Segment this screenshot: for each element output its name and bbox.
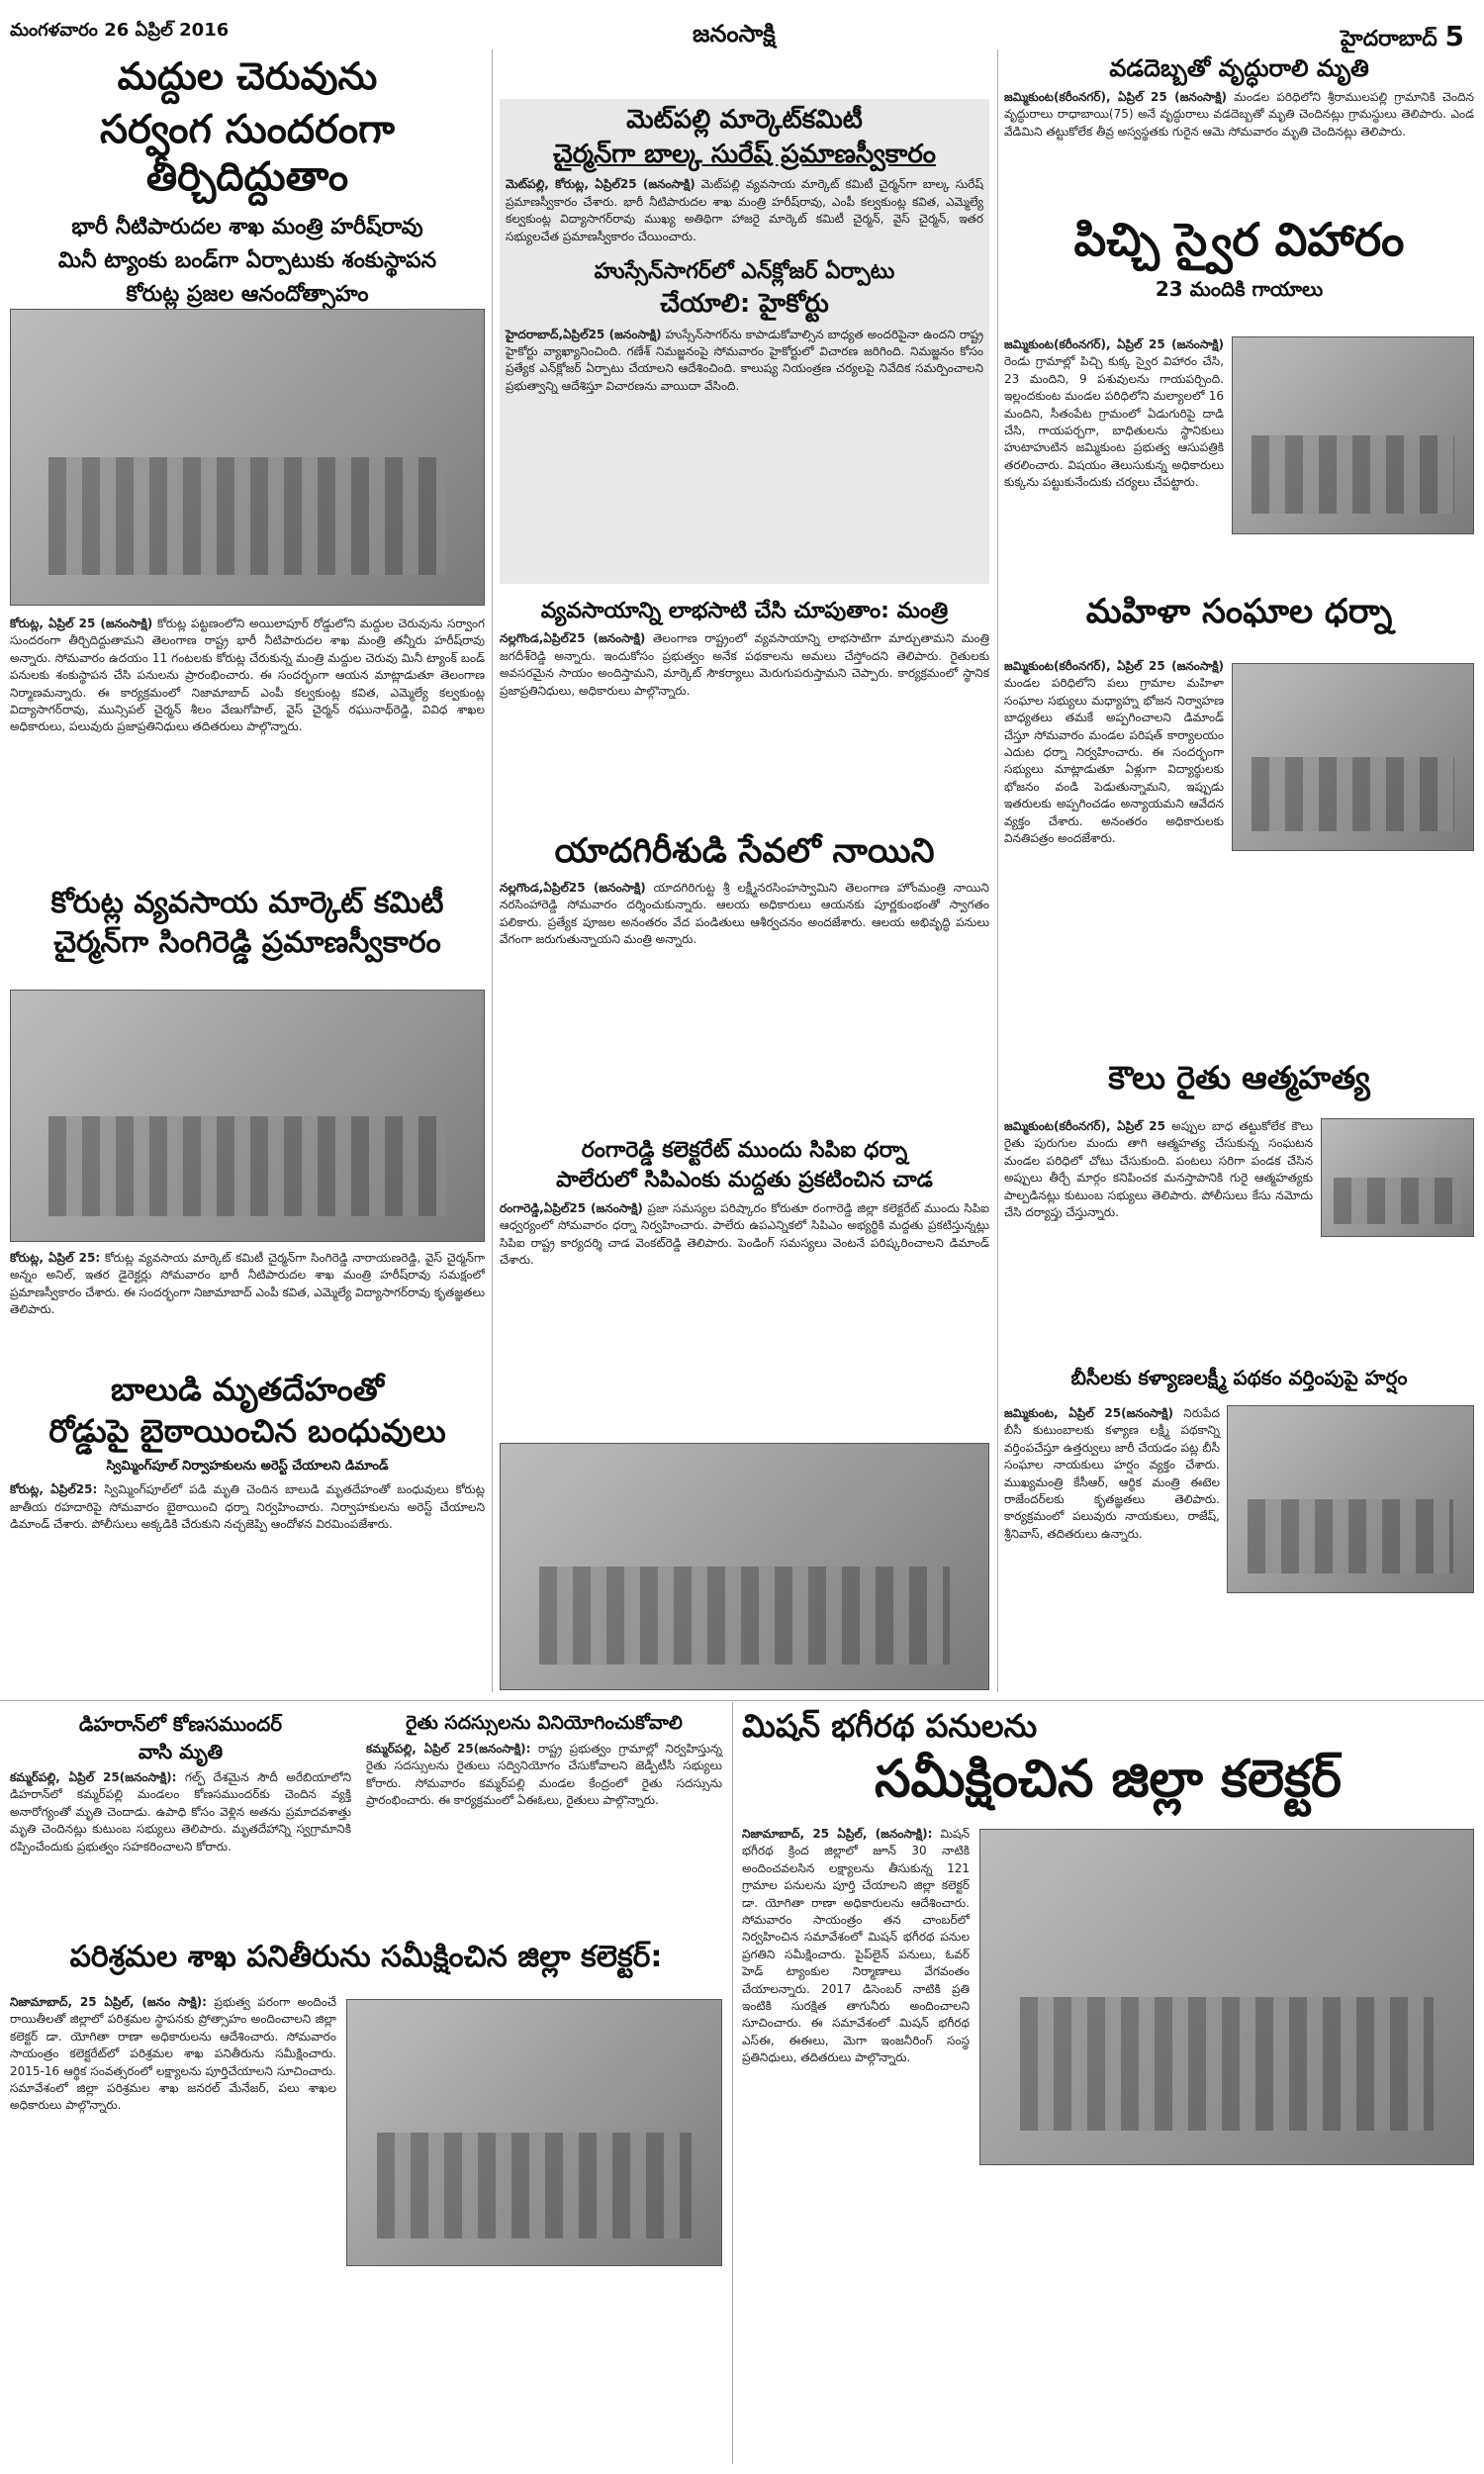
women-dharna-body xyxy=(1004,658,1224,847)
dateline: నల్లగొండ,ఏప్రిల్25 (జనంసాక్షి) xyxy=(500,880,646,895)
page-number: 5 xyxy=(1444,20,1464,52)
article-text: యాదగిరిగుట్ట శ్రీ లక్ష్మీనరసింహస్వామిని తెలంగాణ హోంమంత్రి నాయిని నరసింహారెడ్డి సోమవారం దర్శించుకున్నారు. ఆలయ అధికారులు ఆయనకు పూర్ణకుంభంతో స్వాగతం పలికారు. ప్రత్యేక పూజల అనంతరం వేద పండితులు ఆశీర్వచనం అందజేశారు. ఆలయ అభివృద్ధి పనులు వేగంగా జరుగుతున్నాయని మంత్రి అన్నారు. xyxy=(500,880,989,946)
headline: వడదెబ్బతో వృద్ధురాలి మృతి xyxy=(1109,54,1369,82)
headline: సమీక్షించిన జిల్లా కలెక్టర్ xyxy=(874,1750,1343,1810)
headline: చైర్మన్‌గా సింగిరెడ్డి ప్రమాణస్వీకారం xyxy=(53,925,441,960)
mad-dog-body xyxy=(1004,336,1224,492)
dateline: జమ్మికుంట(కరీంనగర్), ఏప్రిల్ 25 (జనంసాక్షి) xyxy=(1004,337,1224,351)
dateline: మెట్‌పల్లి, కోరుట్ల, ఏప్రిల్25 (జనంసాక్షి) xyxy=(506,177,696,192)
headline: పిచ్చి స్వైర విహారం xyxy=(1073,213,1405,266)
article-text: కోరుట్ల పట్టణంలోని అయిలాపూర్ రోడ్డులోని మద్దుల చెరువును సర్వాంగ సుందరంగా తీర్చిదిద్దుతామని తెలంగాణ రాష్ట్ర భారీ నీటిపారుదల శాఖ మంత్రి తన్నీరు హరీష్‌రావు అన్నారు. సోమవారం ఉదయం 11 గంటలకు కోరుట్ల చేరుకున్న మంత్రి మద్దుల చెరువు మినీ ట్యాంక్ బండ్ పనులకు శంకుస్థాపన చేసి పనులను ప్రారంభించారు. ఈ సందర్భంగా ఆయన మాట్లాడుతూ తెలంగాణ నిర్మాణమన్నారు. ఈ కార్యక్రమంలో నిజామాబాద్ ఎంపీ కల్వకుంట్ల కవిత, ఎమ్మెల్యే కల్వకుంట్ల విద్యాసాగర్‌రావు, మున్సిపల్ చైర్మన్ శీలం వేణుగోపాల్, వైస్ చైర్మన్ రఘునాథ్‌రెడ్డి, వివిధ శాఖల అధికారులు, పలువురు ప్రజాప్రతినిధులు తదితరులు పాల్గొన్నారు. xyxy=(10,617,485,734)
headline: చైర్మన్‌గా బాల్క సురేష్ ప్రమాణస్వీకారం xyxy=(553,140,936,170)
headline: మిషన్ భగీరథ పనులను xyxy=(742,1707,1038,1745)
article-text: కోరుట్ల వ్యవసాయ మార్కెట్ కమిటీ చైర్మన్‌గా సింగిరెడ్డి నారాయణరెడ్డి, వైస్ చైర్మన్‌గా అన్నం అనిల్, ఇతర డైరెక్టర్లు సోమవారం భారీ నీటిపారుదల శాఖ మంత్రి హరీష్‌రావు సమక్షంలో ప్రమాణస్వీకారం చేశారు. ఈ సందర్భంగా నిజామాబాద్ ఎంపీ కవిత, ఎమ్మెల్యే విద్యాసాగర్‌రావు కృతజ్ఞతలు తెలిపారు. xyxy=(10,1251,485,1317)
headline: సర్వంగ సుందరంగా తీర్చిదిద్దుతాం xyxy=(99,106,396,200)
issue-date: మంగళవారం 26 ఏప్రిల్ 2016 xyxy=(10,20,230,41)
article-text: మండల పరిధిలోని పలు గ్రామాల మహిళా సంఘాల సభ్యులు మధ్యాహ్న భోజన నిర్వాహణ బాధ్యతలు తమకే అప్పగించాలని డిమాండ్ చేస్తూ సోమవారం మండల పరిషత్ కార్యాలయం ఎదుట ధర్నా నిర్వహించారు. ఈ సందర్భంగా సభ్యులు మాట్లాడుతూ ఏళ్లుగా విద్యార్థులకు భోజనం వండి పెడుతున్నామని, ఇప్పుడు ఇతరులకు అప్పగించడం అన్యాయమని ఆవేదన వ్యక్తం చేశారు. అనంతరం అధికారులకు వినతిపత్రం అందజేశారు. xyxy=(1004,676,1224,845)
article-text: నిరుపేద బీసీ కుటుంబాలకు కళ్యాణ లక్ష్మీ పథకాన్ని వర్తింపచేస్తూ ఉత్తర్వులు జారీ చేయడం పట్ల బీసీ సంఘాల నాయకులు హర్షం వ్యక్తం చేశారు. ముఖ్యమంత్రి కేసీఆర్, ఆర్థిక మంత్రి ఈటెల రాజేందర్‌లకు కృతజ్ఞతలు తెలిపారు. కార్యక్రమంలో పలువురు నాయకులు, రాజేష్, శ్రీనివాస్, తదితరులు ఉన్నారు. xyxy=(1004,1406,1220,1541)
headline: మహిళా సంఘాల ధర్నా xyxy=(1085,592,1393,631)
article-text: గల్ఫ్ దేశమైన సౌదీ అరేబియాలోని డిహరాన్‌లో కమ్మర్‌పల్లి మండలం కోణసముందర్‌కు చెందిన వ్యక్తి అనారోగ్యంతో మృతి చెందాడు. ఉపాధి కోసం వెళ్లిన అతను ప్రమాదవశాత్తు మృతి చెందినట్లు కుటుంబ సభ్యులు తెలిపారు. మృతదేహాన్ని స్వగ్రామానికి రప్పించేందుకు ప్రభుత్వం సహకరించాలని కోరారు. xyxy=(10,1770,351,1854)
headline: డిహరాన్‌లో కోణసముందర్ xyxy=(78,1712,283,1736)
dateline: జమ్మికుంట(కరీంనగర్), ఏప్రిల్ 25 xyxy=(1004,1119,1165,1133)
article-text: రెండు గ్రామాల్లో పిచ్చి కుక్క స్వైర విహారం చేసి, 23 మందిని, 9 పశువులను గాయపర్చింది. ఇల్లందకుంట మండల పరిధిలోని మల్యాలలో 16 మందిని, సీతంపేట గ్రామంలో ఏడుగురిపై దాడి చేసి, గాయపర్చగా, బాధితులను స్థానికులు హుటాహుటిన జమ్మికుంట ప్రభుత్వ ఆసుపత్రికి తరలించారు. విషయం తెలుసుకున్న అధికారులు కుక్కను పట్టుకునేందుకు చర్యలు చేపట్టారు. xyxy=(1004,354,1224,490)
headline: రోడ్డుపై బైఠాయించిన బంధువులు xyxy=(48,1412,446,1451)
cpi-dharna-photo xyxy=(500,1443,989,1690)
dateline: నల్లగొండ,ఏప్రిల్25 (జనంసాక్షి) xyxy=(500,631,646,646)
sunstroke-article xyxy=(1004,54,1474,141)
article-text: ప్రజా సమస్యల పరిష్కారం కోరుతూ రంగారెడ్డి జిల్లా కలెక్టరేట్ ముందు సిపిఐ ఆధ్వర్యంలో సోమవారం ధర్నా నిర్వహించారు. పాలేరు ఉపఎన్నికలో సిపిఎం అభ్యర్థికి మద్దతు ప్రకటిస్తున్నట్లు సిపిఐ రాష్ట్ర కార్యదర్శి చాడ వెంకట్‌రెడ్డి తెలిపారు. పెండింగ్ సమస్యలు వెంటనే పరిష్కరించాలని డిమాండ్ చేశారు. xyxy=(500,1200,989,1267)
mission-bhagiratha-body xyxy=(742,1826,970,2066)
korutla-market-article xyxy=(10,886,485,961)
korutla-tank-body xyxy=(10,616,485,736)
hussainsagar-body xyxy=(506,327,983,396)
subheadline: 23 మందికి గాయాలు xyxy=(1155,277,1324,302)
dharan-body xyxy=(10,1769,351,1856)
city-page-label xyxy=(1341,20,1464,56)
kalyana-lakshmi-body xyxy=(1004,1405,1220,1543)
farming-article xyxy=(500,599,989,700)
article-text: మెట్‌పల్లి వ్యవసాయ మార్కెట్ కమిటీ చైర్మన్‌గా బాల్క సురేష్ ప్రమాణస్వీకారం చేశారు. భారీ నీటిపారుదల శాఖ మంత్రి హరీష్‌రావు, ఎంపీ కల్వకుంట్ల కవిత, ఎమ్మెల్యే కల్వకుంట్ల విద్యాసాగర్‌రావు ముఖ్య అతిథిగా హాజరై మార్కెట్ కమిటీ చైర్మన్, వైస్ చైర్మన్, ఇతర సభ్యులచేత ప్రమాణస్వీకారం చేయించారు. xyxy=(506,177,983,243)
industries-review-photo xyxy=(346,1999,722,2266)
article-text: హుస్సేన్‌సాగర్‌ను కాపాడుకోవాల్సిన బాధ్యత అందరిపైనా ఉందని రాష్ట్ర హైకోర్టు వ్యాఖ్యానించింది. గణేశ్ నిమజ్జనంపై సోమవారం హైకోర్టులో విచారణ జరిగింది. నిమజ్జనం కోసం ప్రత్యేక ఎన్‌క్లోజర్ ఏర్పాటు చేయాలని ఆదేశించింది. కాలుష్య నియంత్రణ చర్యలపై నివేదిక సమర్పించాలని ప్రభుత్వాన్ని ఆదేశిస్తూ విచారణను వాయిదా వేసింది. xyxy=(506,327,983,393)
subheadline: కోరుట్ల ప్రజల ఆనందోత్సాహం xyxy=(126,282,369,308)
article-text: మండల పరిధిలోని శ్రీరాములపల్లి గ్రామానికి చెందిన వృద్ధురాలు రాధాబాయి(75) అనే వృద్ధురాలు వడదెబ్బతో మృతి చెందినట్లు గ్రామస్థులు తెలిపారు. ఎండ వేడిమిని తట్టుకోలేక తీవ్ర అస్వస్థతకు గురైన ఆమె సోమవారం మృతి చెందినట్లు తెలిపారు. xyxy=(1004,89,1474,139)
dateline: నిజామాబాద్, 25 ఏప్రిల్, (జనంసాక్షి): xyxy=(742,1827,933,1841)
farmer-suicide-article xyxy=(1004,1059,1474,1096)
cpi-dharna-body xyxy=(500,1200,989,1270)
boy-death-article xyxy=(10,1371,485,1534)
headline: యాదగిరీశుడి సేవలో నాయిని xyxy=(554,831,935,871)
headline: పాలేరులో సిపిఎంకు మద్దతు ప్రకటించిన చాడ xyxy=(556,1168,933,1193)
yadagiri-article xyxy=(500,831,989,948)
newspaper-logo: జనంసాక్షి xyxy=(693,20,776,48)
mission-bhagiratha-article xyxy=(742,1707,1474,1811)
headline: రైతు సదస్సులను వినియోగించుకోవాలి xyxy=(406,1712,683,1734)
subheadline: భారీ నీటిపారుదల శాఖ మంత్రి హరీష్‌రావు xyxy=(71,214,423,239)
dateline: కమ్మర్‌పల్లి, ఏప్రిల్ 25(జనంసాక్షి): xyxy=(366,1741,531,1756)
mad-dog-victims-photo xyxy=(1232,336,1474,534)
headline: రంగారెడ్డి కలెక్టరేట్ ముందు సిపిఐ ధర్నా xyxy=(581,1138,908,1163)
farming-body xyxy=(500,630,989,700)
headline: మెట్‌పల్లి మార్కెట్‌కమిటీ xyxy=(626,105,863,135)
metpally-body xyxy=(506,176,983,245)
industries-article xyxy=(10,1940,722,1975)
article-text: స్విమ్మింగ్‌పూల్‌లో పడి మృతి చెందిన బాలుడి మృతదేహంతో బంధువులు కోరుట్ల జాతీయ రహదారిపై సోమవారం బైఠాయించి ధర్నా నిర్వహించారు. నిర్వాహకులను అరెస్ట్ చేయాలని డిమాండ్ చేశారు. పోలీసులు అక్కడికి చేరుకుని నచ్చజెప్పి ఆందోళన విరమింపజేశారు. xyxy=(10,1482,485,1532)
dateline: నిజామాబాద్, 25 ఏప్రిల్, (జనం సాక్షి): xyxy=(10,1995,207,2009)
dateline: కోరుట్ల, ఏప్రిల్25: xyxy=(10,1482,98,1497)
city-name: హైదరాబాద్ xyxy=(1340,27,1438,51)
mad-dog-article xyxy=(1004,213,1474,301)
dateline: జమ్మికుంట(కరీంనగర్), ఏప్రిల్ 25 (జనంసాక్షి) xyxy=(1004,89,1228,104)
headline: హుస్సేన్‌సాగర్‌లో ఎన్‌క్లోజర్ ఏర్పాటు xyxy=(594,258,895,284)
dateline: రంగారెడ్డి,ఏప్రిల్25 (జనంసాక్షి) xyxy=(500,1200,643,1215)
headline: కౌలు రైతు ఆత్మహత్య xyxy=(1108,1059,1370,1096)
headline: పరిశ్రమల శాఖ పనితీరును సమీక్షించిన జిల్లా కలెక్టర్: xyxy=(69,1940,663,1974)
kalyana-lakshmi-photo xyxy=(1227,1405,1474,1593)
headline: వాసి మృతి xyxy=(138,1740,224,1763)
dharan-article xyxy=(10,1712,351,1856)
korutla-foundation-photo xyxy=(10,309,485,606)
rythu-sadassu-body xyxy=(366,1741,722,1810)
subheadline: మినీ ట్యాంకు బండ్‌గా ఏర్పాటుకు శంకుస్థాపన xyxy=(57,247,437,273)
dateline: జమ్మికుంట, ఏప్రిల్ 25(జనంసాక్షి) xyxy=(1004,1406,1174,1420)
headline: చేయాలి: హైకోర్టు xyxy=(660,289,829,320)
headline: వ్యవసాయాన్ని లాభసాటి చేసి చూపుతాం: మంత్రి xyxy=(540,599,949,623)
headline: మద్దుల చెరువును xyxy=(117,54,378,98)
article-text: ప్రభుత్వ పరంగా అందించే రాయితీలతో జిల్లాలో పరిశ్రమల స్థాపనకు ప్రోత్సాహం అందించాలని జిల్లా కలెక్టర్ డా. యోగితా రాణా అధికారులను ఆదేశించారు. సోమవారం సాయంత్రం కలెక్టరేట్‌లో పరిశ్రమల శాఖ పనితీరును సమీక్షించారు. 2015-16 ఆర్థిక సంవత్సరంలో లక్ష్యాలను పూర్తిచేయాలని సూచించారు. సమావేశంలో జిల్లా పరిశ్రమల శాఖ జనరల్ మేనేజర్, పలు శాఖల అధికారులు పాల్గొన్నారు. xyxy=(10,1995,336,2113)
korutla-market-body xyxy=(10,1250,485,1319)
headline: కోరుట్ల వ్యవసాయ మార్కెట్ కమిటీ xyxy=(50,886,444,920)
yadagiri-body xyxy=(500,880,989,949)
dateline: కోరుట్ల, ఏప్రిల్ 25 (జనంసాక్షి) xyxy=(10,617,153,630)
headline: బీసీలకు కళ్యాణలక్ష్మీ పథకం వర్తింపుపై హర్షం xyxy=(1070,1366,1408,1389)
korutla-market-photo xyxy=(10,990,485,1242)
industries-body xyxy=(10,1994,336,2115)
women-dharna-article xyxy=(1004,592,1474,632)
cpi-dharna-article xyxy=(500,1138,989,1269)
headline: బాలుడి మృతదేహంతో xyxy=(111,1371,384,1408)
korutla-tank-article xyxy=(10,54,485,309)
farmer-suicide-body xyxy=(1004,1118,1313,1221)
article-text: తెలంగాణ రాష్ట్రంలో వ్యవసాయాన్ని లాభసాటిగా మార్చుతామని మంత్రి జగదీశ్‌రెడ్డి అన్నారు. ఇందుకోసం ప్రభుత్వం అనేక పథకాలను అమలు చేస్తోందని తెలిపారు. రైతులకు అవసరమైన సాయం అందిస్తామని, మార్కెట్ సౌకర్యాలు మెరుగుపరుస్తామని చెప్పారు. కార్యక్రమంలో స్థానిక ప్రజాప్రతినిధులు, అధికారులు పాల్గొన్నారు. xyxy=(500,631,990,698)
sunstroke-body xyxy=(1004,89,1474,141)
farmer-suicide-photo xyxy=(1321,1118,1474,1237)
metpally-article xyxy=(500,99,989,584)
article-text: మిషన్ భగీరథ క్రింద జిల్లాలో జూన్ 30 నాటికి అందించవలసిన లక్ష్యాలను తీసుకున్న 121 గ్రామాల పనులను పూర్తి చేయాలని జిల్లా కలెక్టర్ డా. యోగితా రాణా అధికారులను ఆదేశించారు. సోమవారం సాయంత్రం తన చాంబర్‌లో నిర్వహించిన సమావేశంలో మిషన్ భగీరథ పనుల ప్రగతిని సమీక్షించారు. పైప్‌లైన్ పనులు, ఓవర్ హెడ్ ట్యాంకుల నిర్మాణాలు వేగవంతం చేయాలన్నారు. 2017 డిసెంబర్ నాటికి ప్రతి ఇంటికి సురక్షిత తాగునీరు అందించాలని సూచించారు. ఈ సమావేశంలో మిషన్ భగీరథ ఎస్‌ఈ, ఈఈలు, మెగా ఇంజనీరింగ్ సంస్థ ప్రతినిధులు, తదితరులు పాల్గొన్నారు. xyxy=(742,1827,970,2065)
subheadline: స్విమ్మింగ్‌పూల్ నిర్వాహకులను అరెస్ట్ చేయాలని డిమాండ్ xyxy=(106,1458,389,1474)
dateline: హైదరాబాద్,ఏప్రిల్25 (జనంసాక్షి) xyxy=(506,327,662,341)
mission-bhagiratha-photo xyxy=(979,1829,1474,2165)
rythu-sadassu-article xyxy=(366,1712,722,1809)
women-dharna-photo xyxy=(1232,663,1474,851)
article-text: అప్పుల బాధ తట్టుకోలేక కౌలు రైతు పురుగుల మందు తాగి ఆత్మహత్య చేసుకున్న సంఘటన మండల పరిధిలో చోటు చేసుకుంది. పంటలు సరిగా పండక చేసిన అప్పులు తీర్చే మార్గం కనిపించక మనస్తాపానికి గురై ఆత్మహత్యకు పాల్పడినట్లు కుటుంబ సభ్యులు తెలిపారు. పోలీసులు కేసు నమోదు చేసి దర్యాప్తు చేస్తున్నారు. xyxy=(1004,1119,1313,1219)
dateline: జమ్మికుంట(కరీంనగర్), ఏప్రిల్ 25 (జనంసాక్షి) xyxy=(1004,659,1224,673)
dateline: కోరుట్ల, ఏప్రిల్ 25: xyxy=(10,1251,101,1265)
boy-death-body xyxy=(10,1481,485,1533)
kalyana-lakshmi-article xyxy=(1004,1366,1474,1389)
dateline: కమ్మర్‌పల్లి, ఏప్రిల్ 25(జనంసాక్షి): xyxy=(10,1770,177,1784)
article-text: రాష్ట్ర ప్రభుత్వం గ్రామాల్లో నిర్వహిస్తున్న రైతు సదస్సులను రైతులు సద్వినియోగం చేసుకోవాలని జెడ్పీటీసీ సభ్యులు కోరారు. సోమవారం కమ్మర్‌పల్లి మండల కేంద్రంలో రైతు సదస్సును ప్రారంభించారు. ఈ కార్యక్రమంలో ఏఈఓలు, రైతులు పాల్గొన్నారు. xyxy=(366,1741,722,1807)
